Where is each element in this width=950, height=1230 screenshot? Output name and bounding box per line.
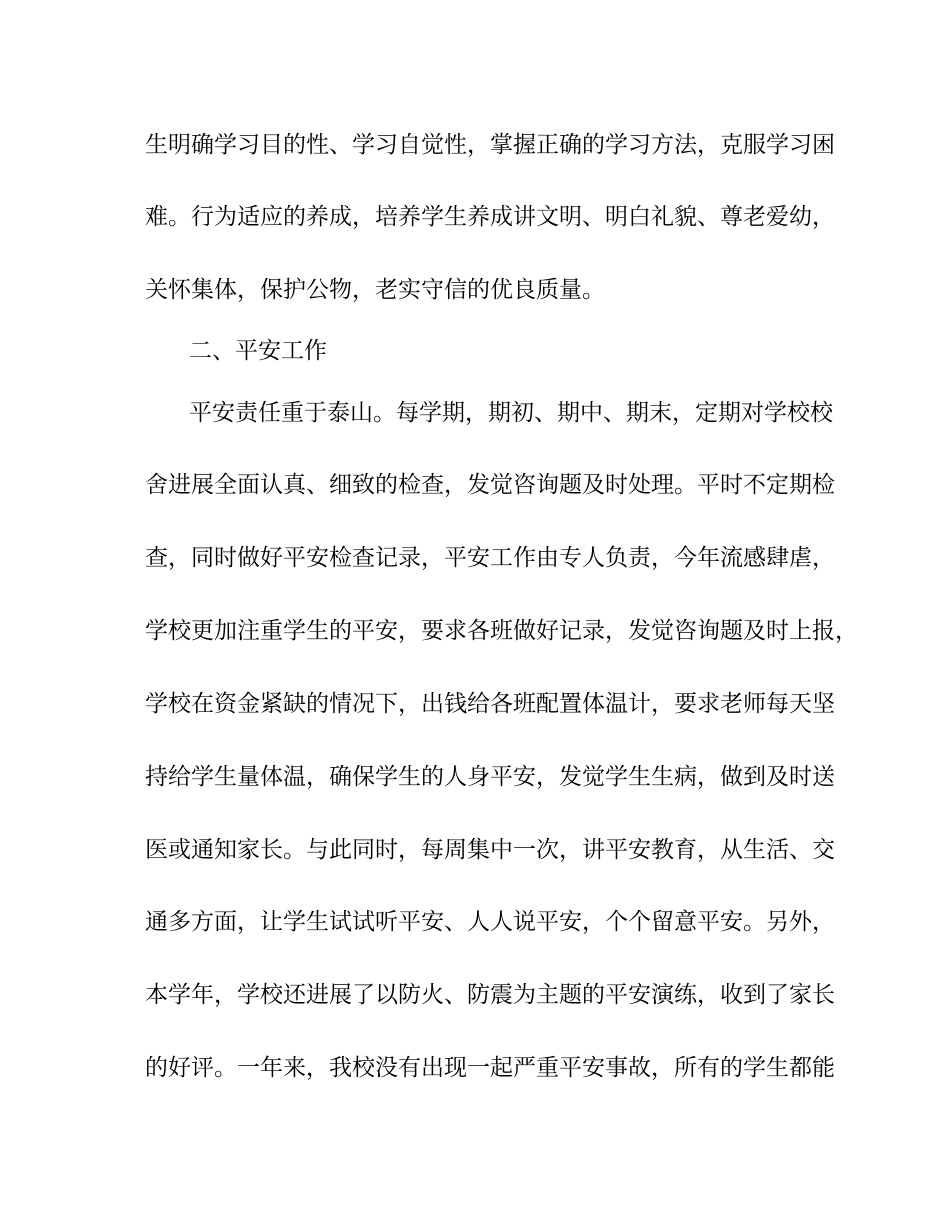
paragraph-line: 学校更加注重学生的平安，要求各班做好记录，发觉咨询题及时上报， <box>145 618 858 644</box>
paragraph-line: 本学年，学校还进展了以防火、防震为主题的平安演练，收到了家长 <box>145 982 835 1008</box>
paragraph-line: 舍进展全面认真、细致的检查，发觉咨询题及时处理。平时不定期检 <box>145 472 835 498</box>
paragraph-line: 难。行为适应的养成，培养学生养成讲文明、明白礼貌、尊老爱幼， <box>145 204 835 230</box>
paragraph-line: 通多方面，让学生试试听平安、人人说平安，个个留意平安。另外， <box>145 909 835 935</box>
paragraph-line: 的好评。一年来，我校没有出现一起严重平安事故，所有的学生都能 <box>145 1055 835 1081</box>
paragraph-line: 平安责任重于泰山。每学期，期初、期中、期末，定期对学校校 <box>189 400 833 426</box>
paragraph-line: 关怀集体，保护公物，老实守信的优良质量。 <box>145 277 605 303</box>
paragraph-line: 查，同时做好平安检查记录，平安工作由专人负责，今年流感肆虐， <box>145 545 835 571</box>
paragraph-line: 持给学生量体温，确保学生的人身平安，发觉学生生病，做到及时送 <box>145 764 835 790</box>
paragraph-line: 学校在资金紧缺的情况下，出钱给各班配置体温计，要求老师每天坚 <box>145 691 835 717</box>
paragraph-line: 医或通知家长。与此同时，每周集中一次，讲平安教育，从生活、交 <box>145 837 835 863</box>
paragraph-line: 生明确学习目的性、学习自觉性，掌握正确的学习方法，克服学习困 <box>145 132 835 158</box>
section-heading: 二、平安工作 <box>189 338 327 364</box>
